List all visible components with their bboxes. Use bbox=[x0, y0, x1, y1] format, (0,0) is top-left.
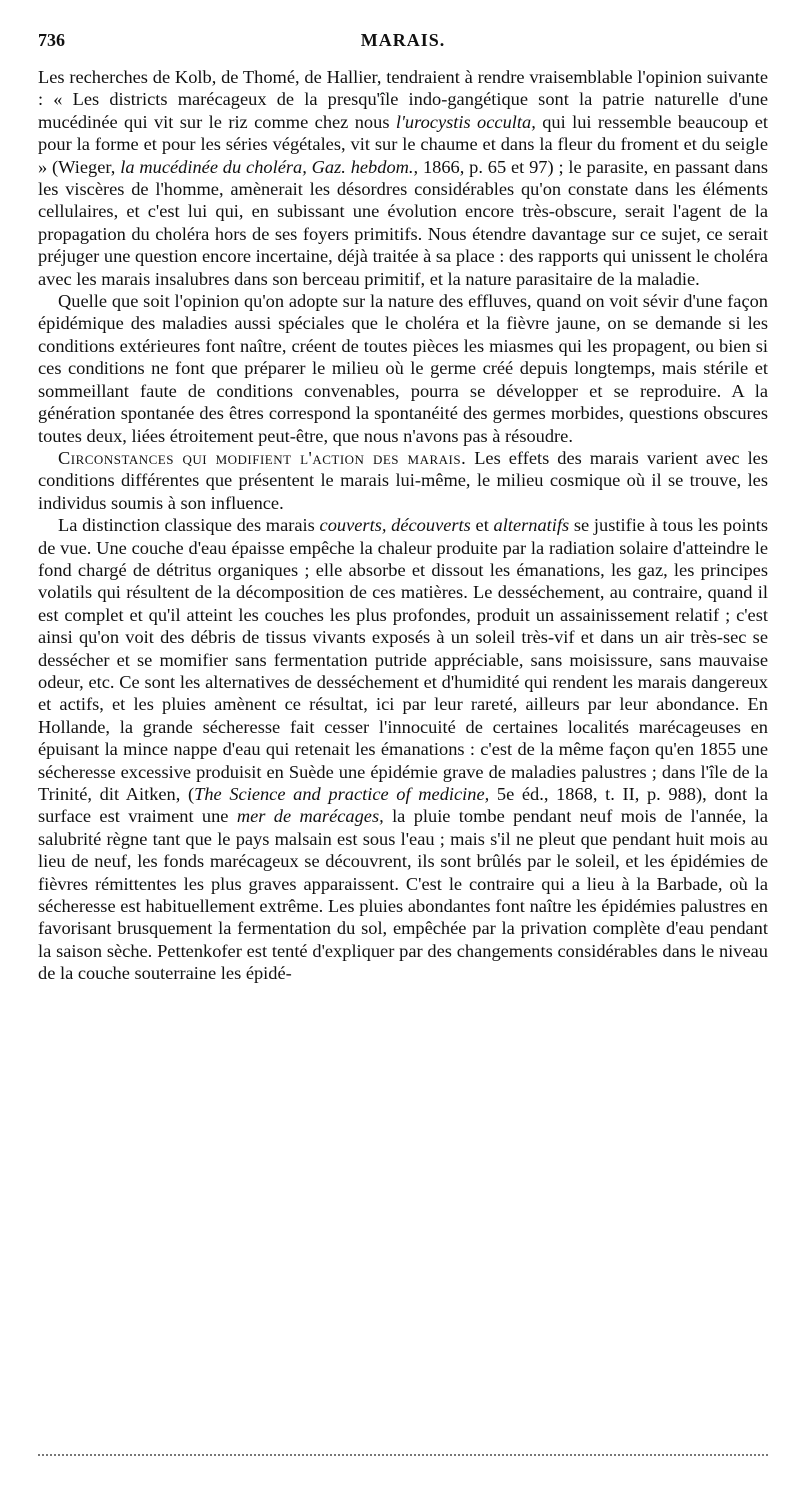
paragraph-distinction bbox=[38, 514, 768, 985]
text-segment: Les recherches de Kolb, de Thomé, de Hallier, tendraient à rendre vraisemblable l'opinion suivante : « Les districts marécageux de la presqu'île indo-gangétique sont la patrie naturelle d'une mucédinée qui vit sur le riz comme chez nous bbox=[38, 67, 768, 132]
bottom-dotted-rule bbox=[38, 1454, 768, 1456]
text-segment: qui lui ressemble beaucoup et pour la forme et pour les séries végétales, vit sur le chaume et dans la fleur du froment et du seigle » (Wieger, bbox=[38, 111, 768, 177]
text-segment: 1866, p. 65 et 97) ; le parasite, en passant dans les viscères de l'homme, amènerait les désordres considérables qu'on constate dans les éléments cellulaires, et c'est lui qui, en subissant une évolution encore très-obscure, serait l'agent de la propagation du choléra hors de ses foyers primitifs. Nous étendre davantage sur ce sujet, ce serait préjuger une question encore incertaine, déjà traitée à sa place : des rapports qui unissent le choléra avec les marais insalubres dans son berceau primitif, et la nature parasitaire de la maladie. bbox=[38, 156, 768, 289]
paragraph-circonstances bbox=[38, 447, 768, 514]
italic-segment: la mucédinée du choléra, Gaz. hebdom., bbox=[120, 156, 419, 177]
italic-segment: couverts, découverts bbox=[319, 515, 471, 536]
section-heading: Circonstances qui modifient l'action des marais. bbox=[58, 447, 467, 468]
text-segment: et bbox=[470, 515, 494, 536]
text-segment: la pluie tombe pendant neuf mois de l'année, la salubrité règne tant que le pays malsain est sous l'eau ; mais s'il ne pleut que pendant huit mois au lieu de neuf, les fonds marécageux se découvrent, ils sont brûlés par le soleil, et les épidémies de fièvres rémittentes les plus graves apparaissent. C'est le contraire qui a lieu à la Barbade, où la sécheresse est habituellement extrême. Les pluies abondantes font naître les épidémies palustres en favorisant brusquement la fermentation du sol, empêchée par la privation complète d'eau pendant la saison sèche. Pettenkofer est tenté d'expliquer par des changements considérables dans le niveau de la couche souterraine les épidé- bbox=[38, 806, 769, 984]
body-text bbox=[38, 66, 768, 985]
text-segment: Les effets des marais varient avec les conditions différentes que présentent le marais lui-même, le milieu cosmique où il se trouve, les individus soumis à son influence. bbox=[38, 447, 769, 513]
italic-segment: alternatifs bbox=[493, 515, 570, 536]
text-segment: 5e éd., 1868, t. II, p. 988), dont la surface est vraiment une bbox=[38, 784, 768, 827]
running-head bbox=[38, 30, 768, 60]
paragraph-effluves bbox=[38, 290, 768, 447]
italic-segment: l'urocystis occulta, bbox=[395, 111, 536, 132]
text-segment: se justifie à tous les points de vue. Une couche d'eau épaisse empêche la chaleur produite par la radiation solaire d'atteindre le fond chargé de détritus organiques ; elle absorbe et dissout les émanations, les gaz, les principes volatils qui résultent de la décomposition de ces matières. Le desséchement, au contraire, quand il est complet et qu'il atteint les couches les plus profondes, produit un assainissement relatif ; c'est ainsi qu'on voit des débris de tissus vivants exposés à un soleil très-vif et dans un air très-sec se dessécher et se momifier sans fermentation putride appréciable, sans moisissure, sans mauvaise odeur, etc. Ce sont les alternatives de desséchement et d'humidité qui rendent les marais dangereux et actifs, et les pluies amènent ce résultat, ici par leur rareté, ailleurs par leur abondance. En Hollande, la grande sécheresse fait cesser l'innocuité de certaines localités marécageuses en épuisant la mince nappe d'eau qui retenait les émanations : c'est de la même façon qu'en 1855 une sécheresse excessive produisit en Suède une épidémie grave de maladies palustres ; dans l'île de la Trinité, dit Aitken, ( bbox=[38, 515, 769, 804]
running-title: MARAIS. bbox=[360, 30, 446, 50]
paragraph-cholera-parasite bbox=[38, 66, 768, 290]
page-number: 736 bbox=[38, 30, 65, 50]
italic-segment: mer de marécages, bbox=[236, 806, 384, 827]
italic-segment: The Science and practice of medicine, bbox=[194, 784, 490, 804]
text-segment: Quelle que soit l'opinion qu'on adopte sur la nature des effluves, quand on voit sévir d'une façon épidémique des maladies aussi spéciales que le choléra et la fièvre jaune, on se demande si les conditions extérieures font naître, créent de toutes pièces les miasmes qui les propagent, ou bien si ces conditions ne font que préparer le milieu où le germe créé depuis longtemps, mais stérile et sommeillant faute de conditions convenables, pourra se développer et se reproduire. A la génération spontanée des êtres correspond la spontanéité des germes morbides, questions obscures toutes deux, liées étroitement peut-être, que nous n'avons pas à résoudre. bbox=[38, 291, 768, 446]
document-page bbox=[38, 30, 768, 985]
text-segment: La distinction classique des marais bbox=[58, 515, 320, 536]
